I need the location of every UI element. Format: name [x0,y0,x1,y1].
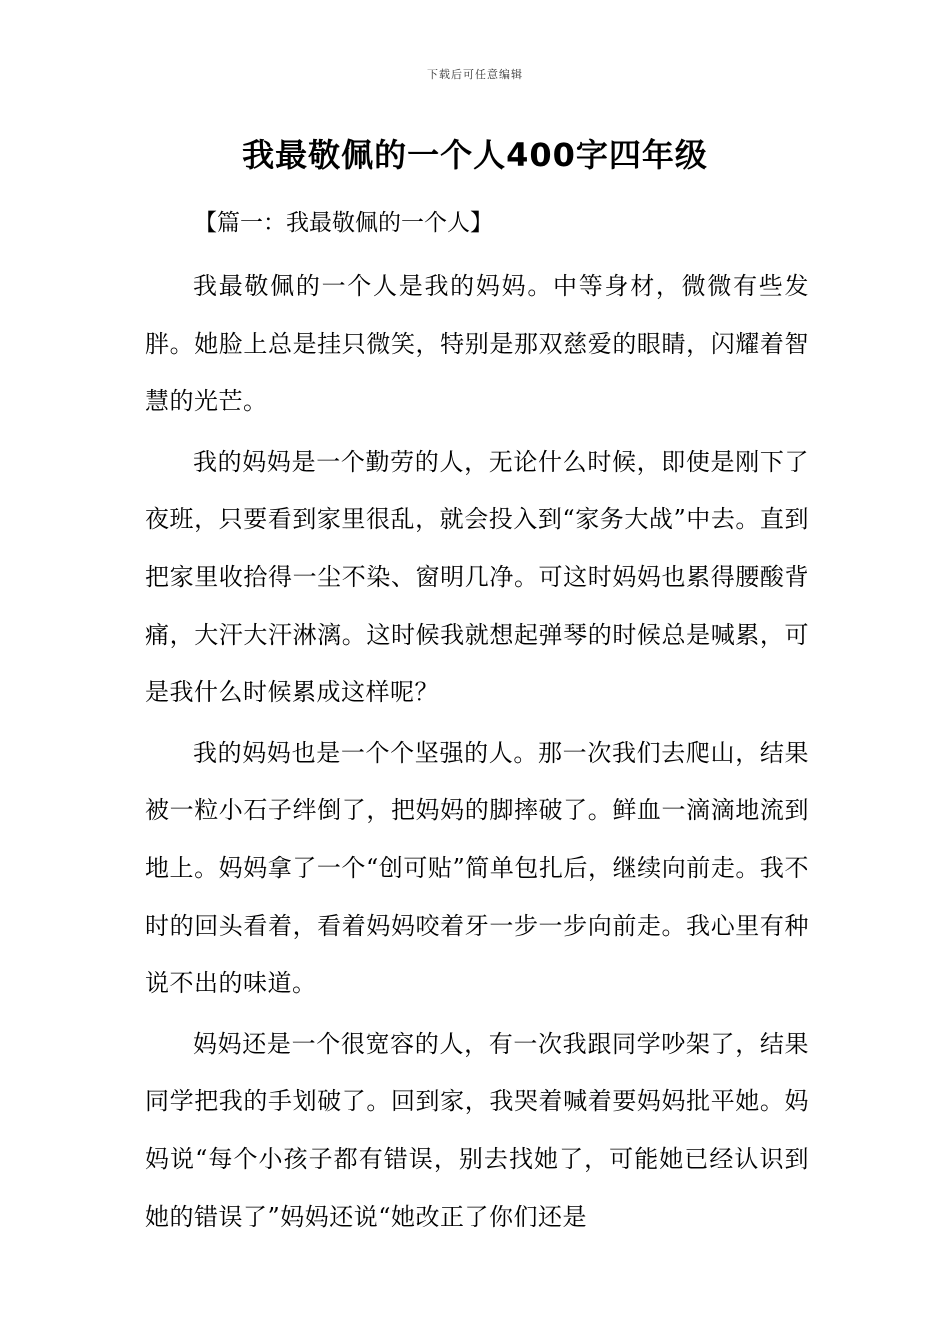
header-note: 下载后可任意编辑 [427,68,523,81]
paragraph: 我最敬佩的一个人是我的妈妈。中等身材，微微有些发胖。她脸上总是挂只微笑，特别是那双慈爱的眼睛，闪耀着智慧的光芒。 [145,272,809,416]
article-body [145,258,809,1249]
document-title: 我最敬佩的一个人400字四年级 [242,136,708,174]
paragraph: 我的妈妈也是一个个坚强的人。那一次我们去爬山，结果被一粒小石子绊倒了，把妈妈的脚摔破了。鲜血一滴滴地流到地上。妈妈拿了一个“创可贴”简单包扎后，继续向前走。我不时的回头看着，看着妈妈咬着牙一步一步向前走。我心里有种说不出的味道。 [145,738,809,998]
section-heading: 【篇一：我最敬佩的一个人】 [194,210,493,236]
paragraph: 我的妈妈是一个勤劳的人，无论什么时候，即使是刚下了夜班，只要看到家里很乱，就会投入到“家务大战”中去。直到把家里收拾得一尘不染、窗明几净。可这时妈妈也累得腰酸背痛，大汗大汗淋漓。这时候我就想起弹琴的时候总是喊累，可是我什么时候累成这样呢？ [145,447,809,707]
paragraph: 妈妈还是一个很宽容的人，有一次我跟同学吵架了，结果同学把我的手划破了。回到家，我哭着喊着要妈妈批平她。妈妈说“每个小孩子都有错误，别去找她了，可能她已经认识到她的错误了”妈妈还说“她改正了你们还是 [145,1029,809,1231]
